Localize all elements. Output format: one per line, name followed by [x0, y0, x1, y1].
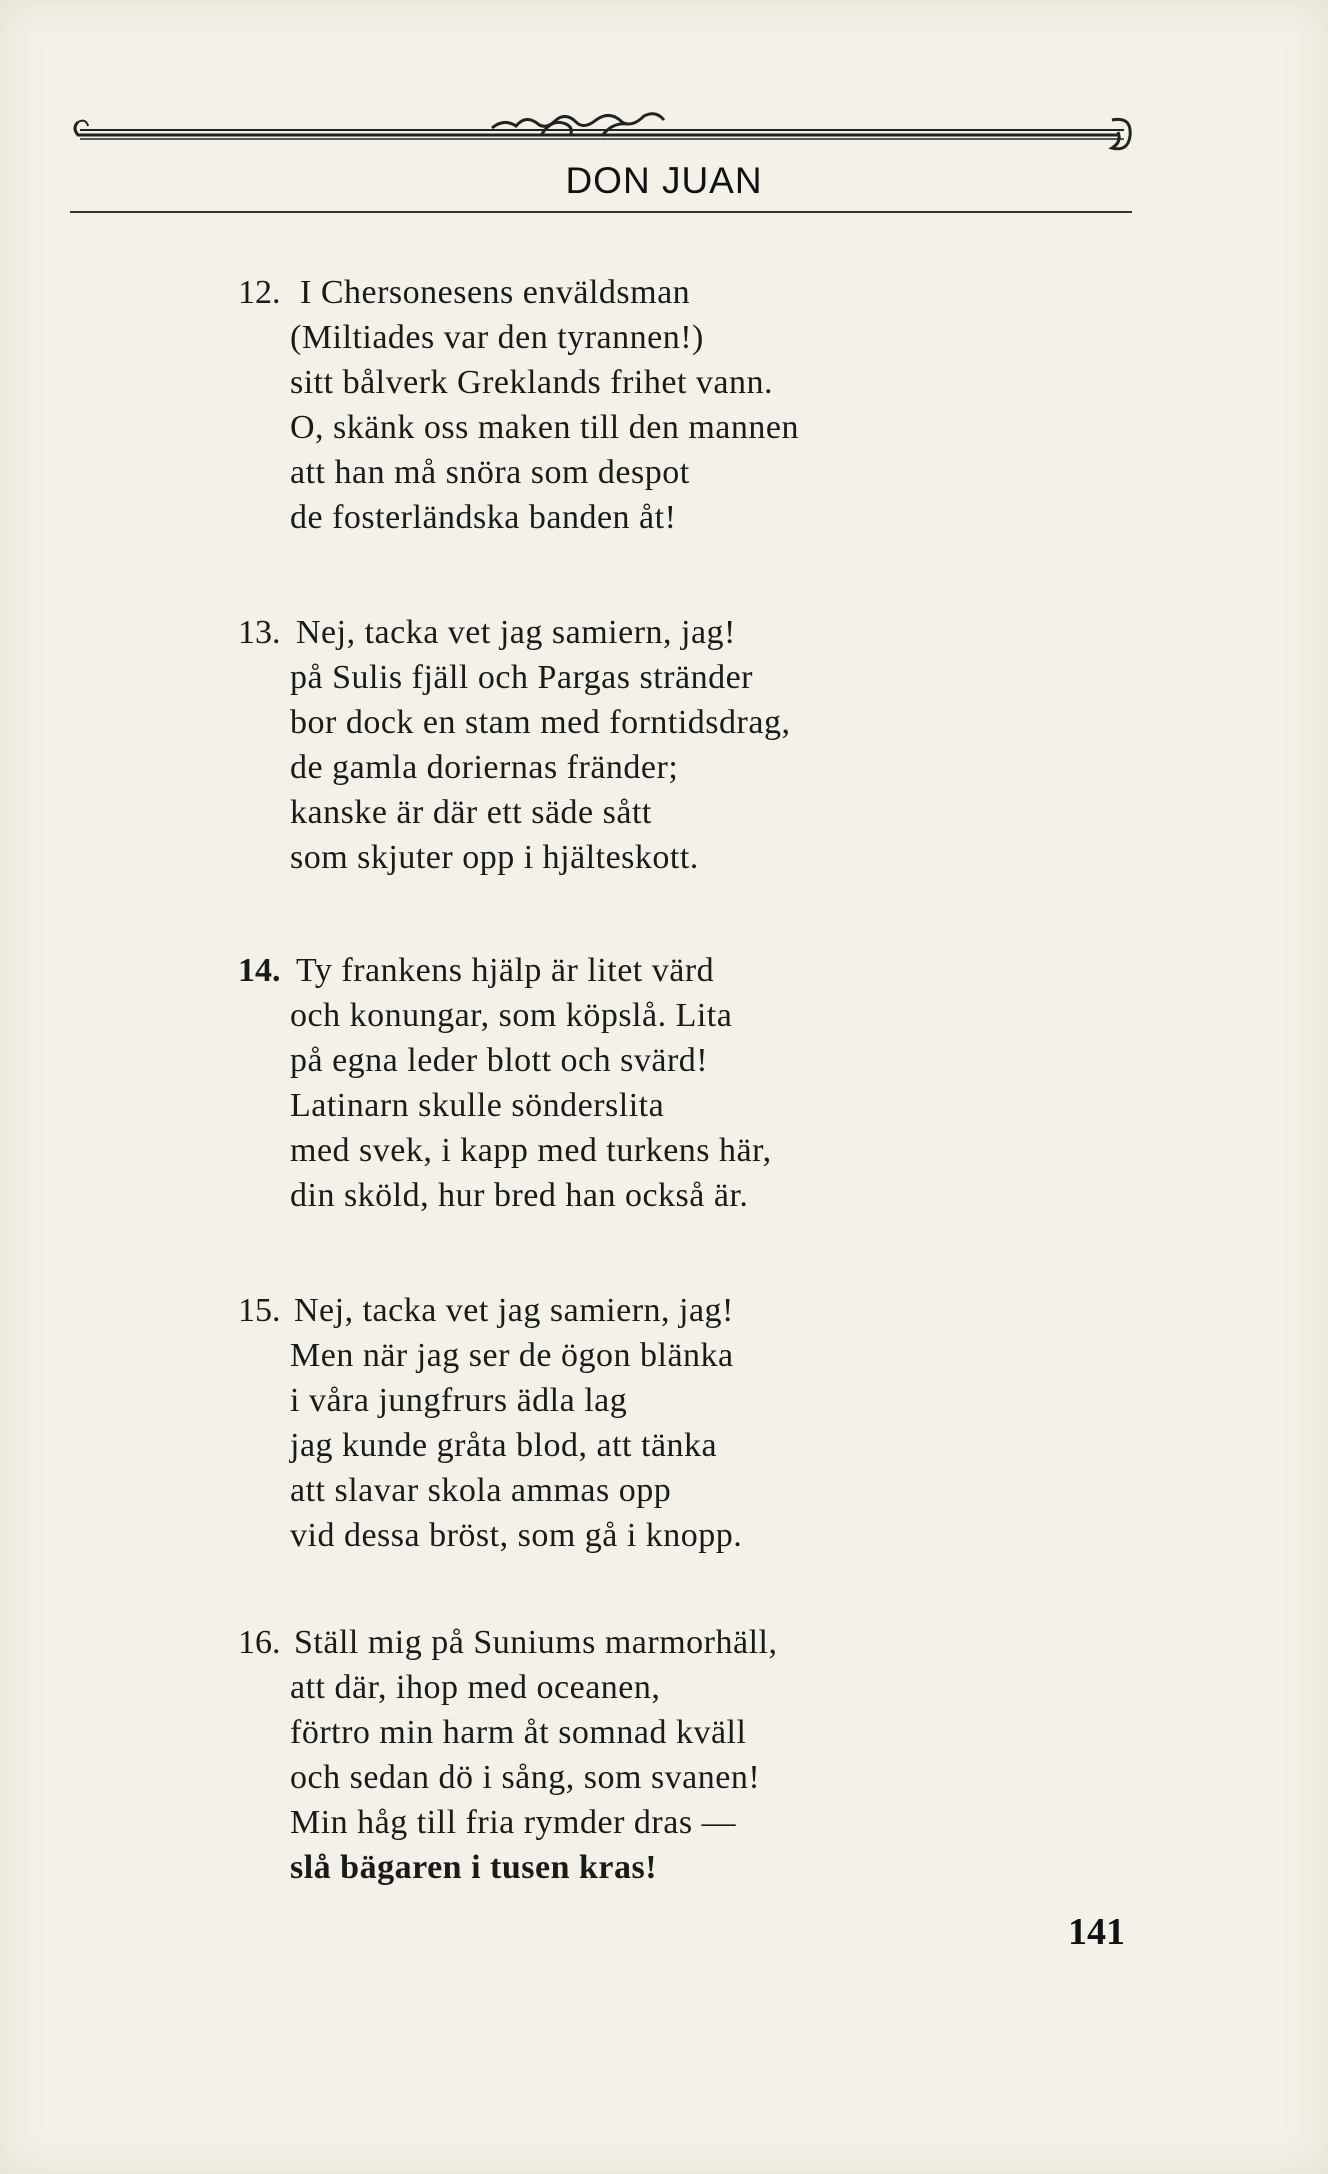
verse-line: förtro min harm åt somnad kväll	[290, 1714, 747, 1751]
verse-line: (Miltiades var den tyrannen!)	[290, 319, 704, 356]
verse-line: Min håg till fria rymder dras —	[290, 1804, 737, 1841]
stanza-number: 16.	[238, 1624, 281, 1661]
stanza-number: 14.	[238, 952, 281, 989]
verse-line: Ställ mig på Suniums marmorhäll,	[294, 1624, 778, 1661]
verse-line: Ty frankens hjälp är litet värd	[296, 952, 715, 989]
verse-line: att slavar skola ammas opp	[290, 1472, 672, 1509]
verse-line: sitt bålverk Greklands frihet vann.	[290, 364, 773, 401]
verse-line: bor dock en stam med forntidsdrag,	[290, 704, 791, 741]
verse-line: att där, ihop med oceanen,	[290, 1669, 661, 1706]
verse-line: som skjuter opp i hjälteskott.	[290, 839, 699, 876]
verse-line: slå bägaren i tusen kras!	[290, 1849, 658, 1886]
verse-line: att han må snöra som despot	[290, 454, 690, 491]
stanza-number: 15.	[238, 1292, 281, 1329]
stanza-number: 12.	[238, 274, 281, 311]
verse-line: kanske är där ett säde sått	[290, 794, 652, 831]
verse-line: Men när jag ser de ögon blänka	[290, 1337, 734, 1374]
page-number: 141	[1068, 1911, 1125, 1953]
verse-line: din sköld, hur bred han också är.	[290, 1177, 749, 1214]
verse-line: de gamla doriernas fränder;	[290, 749, 679, 786]
verse-line: de fosterländska banden åt!	[290, 499, 677, 536]
verse-line: O, skänk oss maken till den mannen	[290, 409, 799, 446]
verse-line: på Sulis fjäll och Pargas stränder	[290, 659, 754, 696]
header-rule	[70, 211, 1132, 213]
verse-line: I Chersonesens enväldsman	[300, 274, 691, 311]
verse-line: Latinarn skulle sönderslita	[290, 1087, 665, 1124]
verse-line: och konungar, som köpslå. Lita	[290, 997, 733, 1034]
verse-line: och sedan dö i sång, som svanen!	[290, 1759, 761, 1796]
verse-line: Nej, tacka vet jag samiern, jag!	[294, 1292, 734, 1329]
verse-line: jag kunde gråta blod, att tänka	[290, 1427, 718, 1464]
verse-line: med svek, i kapp med turkens här,	[290, 1132, 772, 1169]
verse-line: vid dessa bröst, som gå i knopp.	[290, 1517, 743, 1554]
running-head-title: DON JUAN	[565, 160, 763, 201]
verse-line: i våra jungfrurs ädla lag	[290, 1382, 628, 1419]
verse-line: på egna leder blott och svärd!	[290, 1042, 709, 1079]
stanza-number: 13.	[238, 614, 281, 651]
verse-line: Nej, tacka vet jag samiern, jag!	[296, 614, 736, 651]
